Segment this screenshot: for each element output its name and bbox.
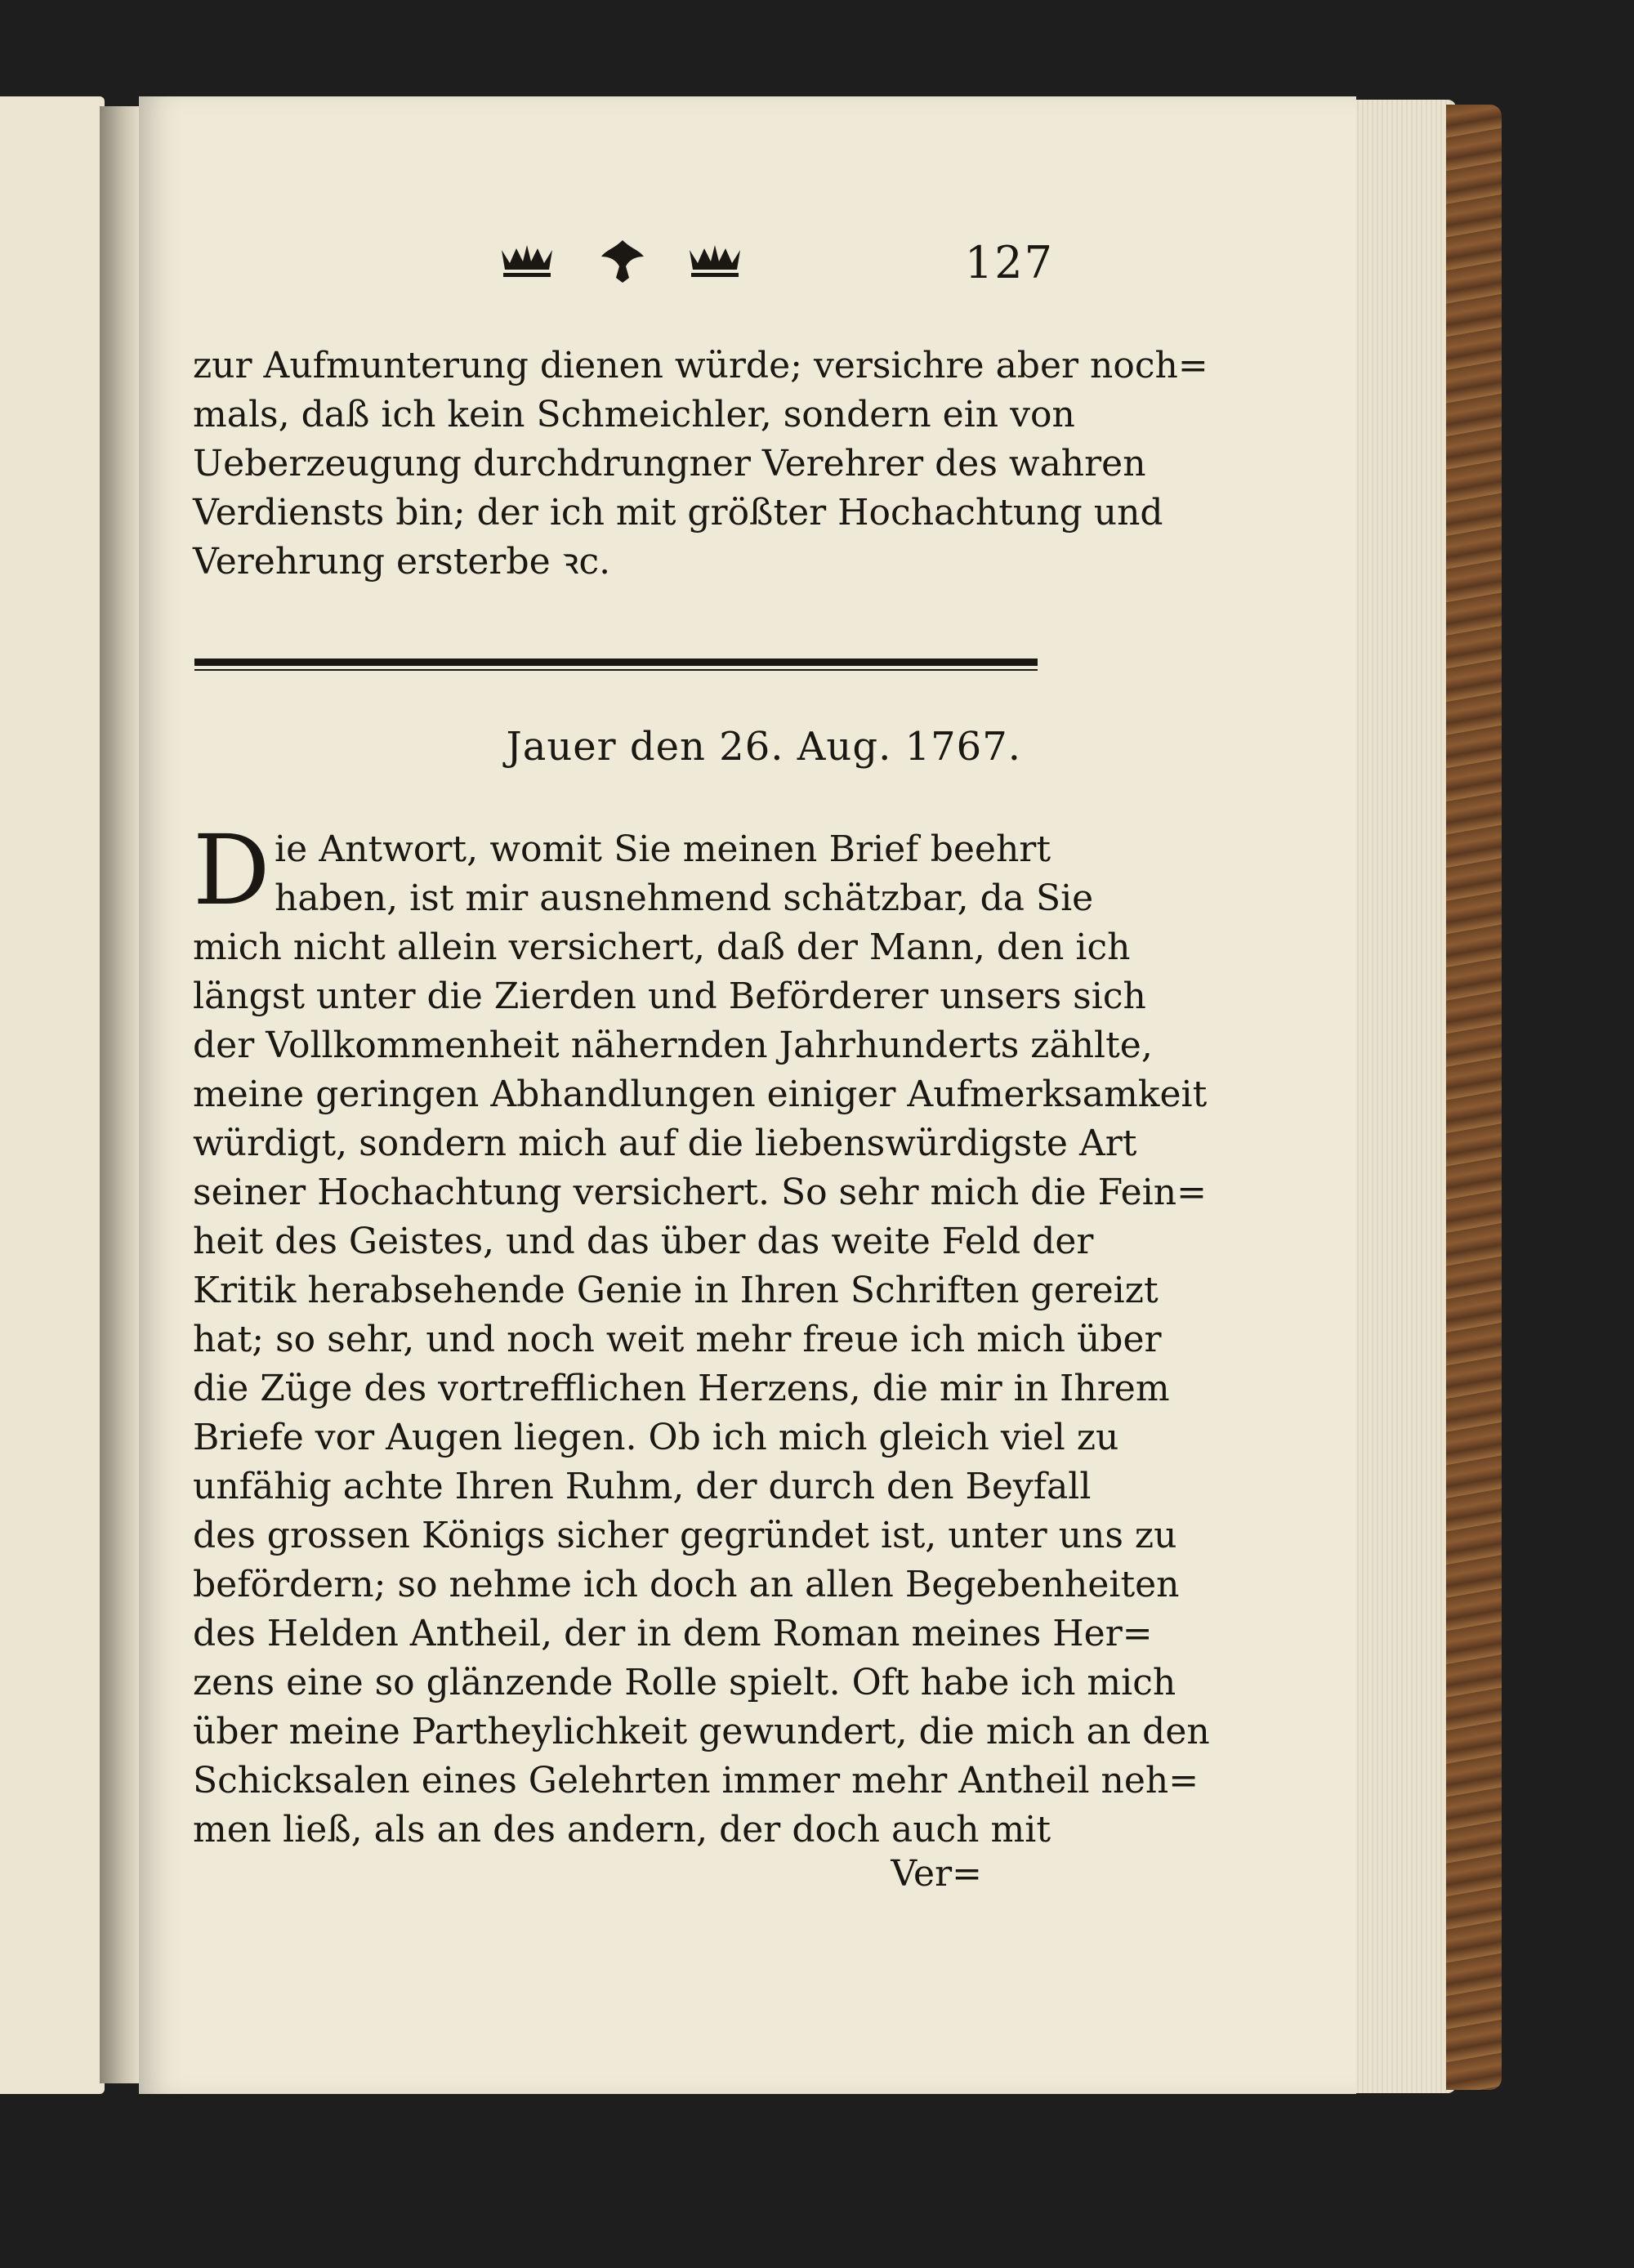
text-line: meine geringen Abhandlungen einiger Aufmerksamkeit (193, 1074, 1208, 1115)
fleuron-ornament-icon (598, 239, 647, 284)
text-line: des grossen Königs sicher gegründet ist, unter uns zu (193, 1515, 1177, 1556)
text-line: Briefe vor Augen liegen. Ob ich mich gleich viel zu (193, 1417, 1119, 1458)
text-line: men ließ, als an des andern, der doch auch mit (193, 1809, 1051, 1851)
page-stack-edges (1350, 100, 1456, 2093)
text-line: befördern; so nehme ich doch an allen Begebenheiten (193, 1564, 1180, 1605)
text-line: hat; so sehr, und noch weit mehr freue ich mich über (193, 1319, 1162, 1360)
text-line: ie Antwort, womit Sie meinen Brief beehrt (275, 828, 1051, 870)
text-line: der Vollkommenheit nähernden Jahrhunderts zählte, (193, 1025, 1153, 1066)
text-line: mich nicht allein versichert, daß der Mann, den ich (193, 926, 1131, 968)
catchword: Ver= (891, 1853, 982, 1895)
text-line: zens eine so glänzende Rolle spielt. Oft habe ich mich (193, 1662, 1176, 1703)
text-line: über meine Partheylichkeit gewundert, die mich an den (193, 1711, 1210, 1752)
section-divider-rule (194, 659, 1038, 676)
book-gutter (100, 106, 141, 2083)
text-line: seiner Hochachtung versichert. So sehr mich die Fein= (193, 1172, 1208, 1213)
book-cover-edge (1446, 105, 1502, 2090)
text-line: Ueberzeugung durchdrungner Verehrer des wahren (193, 443, 1146, 484)
text-line: zur Aufmunterung dienen würde; versichre aber noch= (193, 345, 1208, 386)
text-line: heit des Geistes, und das über das weite Feld der (193, 1221, 1094, 1262)
text-line: Kritik herabsehende Genie in Ihren Schriften gereizt (193, 1270, 1159, 1311)
letter-body (193, 814, 1210, 1855)
facing-page-edge (0, 96, 105, 2094)
letter-dateline: Jauer den 26. Aug. 1767. (506, 724, 1021, 770)
text-line: mals, daß ich kein Schmeichler, sondern ein von (193, 394, 1075, 435)
text-line: Verehrung ersterbe ꝛc. (193, 541, 611, 583)
text-line: haben, ist mir ausnehmend schätzbar, da Sie (275, 877, 1094, 919)
text-line: Verdiensts bin; der ich mit größter Hochachtung und (193, 492, 1163, 534)
text-line: des Helden Antheil, der in dem Roman meines Her= (193, 1613, 1153, 1654)
text-line: die Züge des vortrefflichen Herzens, die mir in Ihrem (193, 1368, 1170, 1409)
text-line: würdigt, sondern mich auf die liebenswürdigste Art (193, 1123, 1137, 1164)
text-line: längst unter die Zierden und Beförderer unsers sich (193, 976, 1146, 1017)
running-head (196, 237, 1054, 302)
text-line: unfähig achte Ihren Ruhm, der durch den Beyfall (193, 1466, 1092, 1507)
paragraph-continued (193, 342, 1208, 587)
page-number: 127 (964, 237, 1054, 288)
crown-ornament-icon (498, 242, 556, 281)
text-line: Schicksalen eines Gelehrten immer mehr Antheil neh= (193, 1760, 1199, 1801)
drop-cap: D (193, 814, 270, 926)
crown-ornament-icon (686, 242, 743, 281)
